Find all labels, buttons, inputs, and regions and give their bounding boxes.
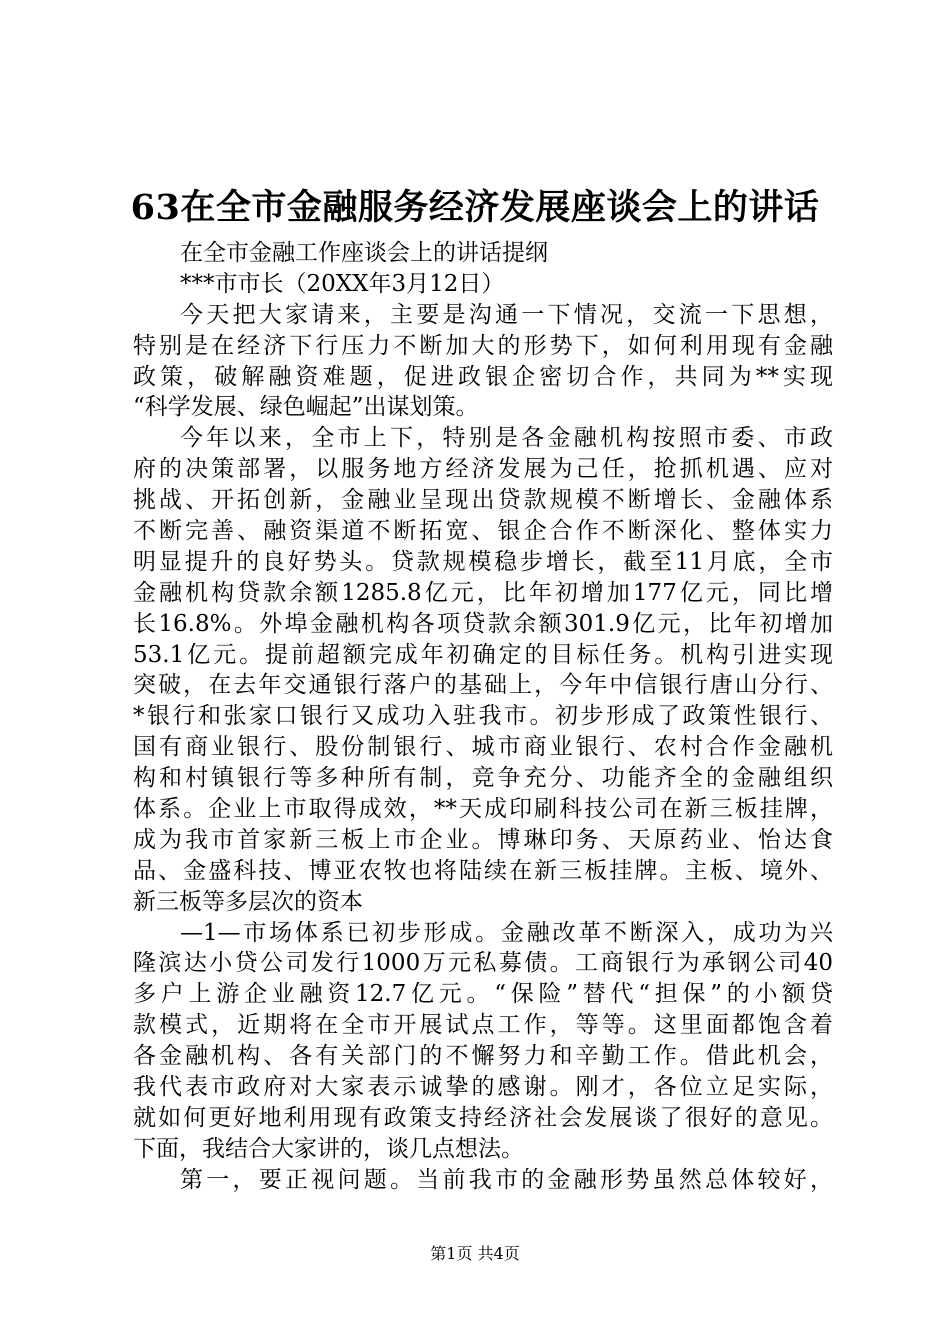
text-line: 各金融机构、各有关部门的不懈努力和辛勤工作。借此机会， bbox=[133, 1043, 833, 1070]
text-line: 多户上游企业融资12.7亿元。“保险”替代“担保”的小额贷 bbox=[133, 981, 833, 1008]
text-line: 金融机构贷款余额1285.8亿元，比年初增加177亿元，同比增 bbox=[133, 579, 833, 606]
text-line: 构和村镇银行等多种所有制，竞争充分、功能齐全的金融组织 bbox=[133, 765, 833, 792]
document-title: 63在全市金融服务经济发展座谈会上的讲话 bbox=[130, 187, 820, 228]
text-line: 在全市金融工作座谈会上的讲话提纲 bbox=[180, 240, 548, 266]
text-line: 长16.8%。外埠金融机构各项贷款余额301.9亿元，比年初增加 bbox=[133, 610, 833, 637]
text-line: 新三板等多层次的资本 bbox=[133, 888, 363, 915]
text-line: 特别是在经济下行压力不断加大的形势下，如何利用现有金融 bbox=[133, 332, 833, 359]
text-line: 品、金盛科技、博亚农牧也将陆续在新三板挂牌。主板、境外、 bbox=[133, 857, 833, 884]
text-line: 体系。企业上市取得成效，**天成印刷科技公司在新三板挂牌， bbox=[133, 796, 833, 823]
text-line: 突破，在去年交通银行落户的基础上，今年中信银行唐山分行、 bbox=[133, 672, 833, 699]
page-footer: 第1页 共4页 bbox=[430, 1244, 520, 1263]
text-line: 国有商业银行、股份制银行、城市商业银行、农村合作金融机 bbox=[133, 734, 833, 761]
text-line: 53.1亿元。提前超额完成年初确定的目标任务。机构引进实现 bbox=[133, 641, 833, 668]
text-line: 第一，要正视问题。当前我市的金融形势虽然总体较好， bbox=[180, 1166, 833, 1193]
text-line: 就如何更好地利用现有政策支持经济社会发展谈了很好的意见。 bbox=[133, 1104, 833, 1131]
text-line: 我代表市政府对大家表示诚挚的感谢。刚才，各位立足实际， bbox=[133, 1074, 833, 1101]
text-line: 隆滨达小贷公司发行1000万元私募债。工商银行为承钢公司40 bbox=[133, 950, 833, 977]
text-line: —1—市场体系已初步形成。金融改革不断深入，成功为兴 bbox=[180, 919, 833, 946]
text-line: 款模式，近期将在全市开展试点工作，等等。这里面都饱含着 bbox=[133, 1012, 833, 1039]
text-line: 今年以来，全市上下，特别是各金融机构按照市委、市政 bbox=[180, 425, 833, 452]
text-line: 政策，破解融资难题，促进政银企密切合作，共同为**实现 bbox=[133, 363, 833, 390]
document-body bbox=[133, 238, 833, 1196]
text-line: “科学发展、绿色崛起”出谋划策。 bbox=[133, 394, 479, 421]
text-line: 今天把大家请来，主要是沟通一下情况，交流一下思想， bbox=[180, 301, 833, 328]
text-line: *银行和张家口银行又成功入驻我市。初步形成了政策性银行、 bbox=[133, 703, 833, 730]
text-line: 明显提升的良好势头。贷款规模稳步增长，截至11月底，全市 bbox=[133, 548, 833, 575]
text-line: ***市市长（20XX年3月12日） bbox=[180, 270, 505, 297]
text-line: 挑战、开拓创新，金融业呈现出贷款规模不断增长、金融体系 bbox=[133, 487, 833, 514]
text-line: 成为我市首家新三板上市企业。博琳印务、天原药业、怡达食 bbox=[133, 826, 833, 853]
text-line: 下面，我结合大家讲的，谈几点想法。 bbox=[133, 1135, 524, 1162]
text-line: 不断完善、融资渠道不断拓宽、银企合作不断深化、整体实力 bbox=[133, 518, 833, 545]
text-line: 府的决策部署，以服务地方经济发展为己任，抢抓机遇、应对 bbox=[133, 456, 833, 483]
